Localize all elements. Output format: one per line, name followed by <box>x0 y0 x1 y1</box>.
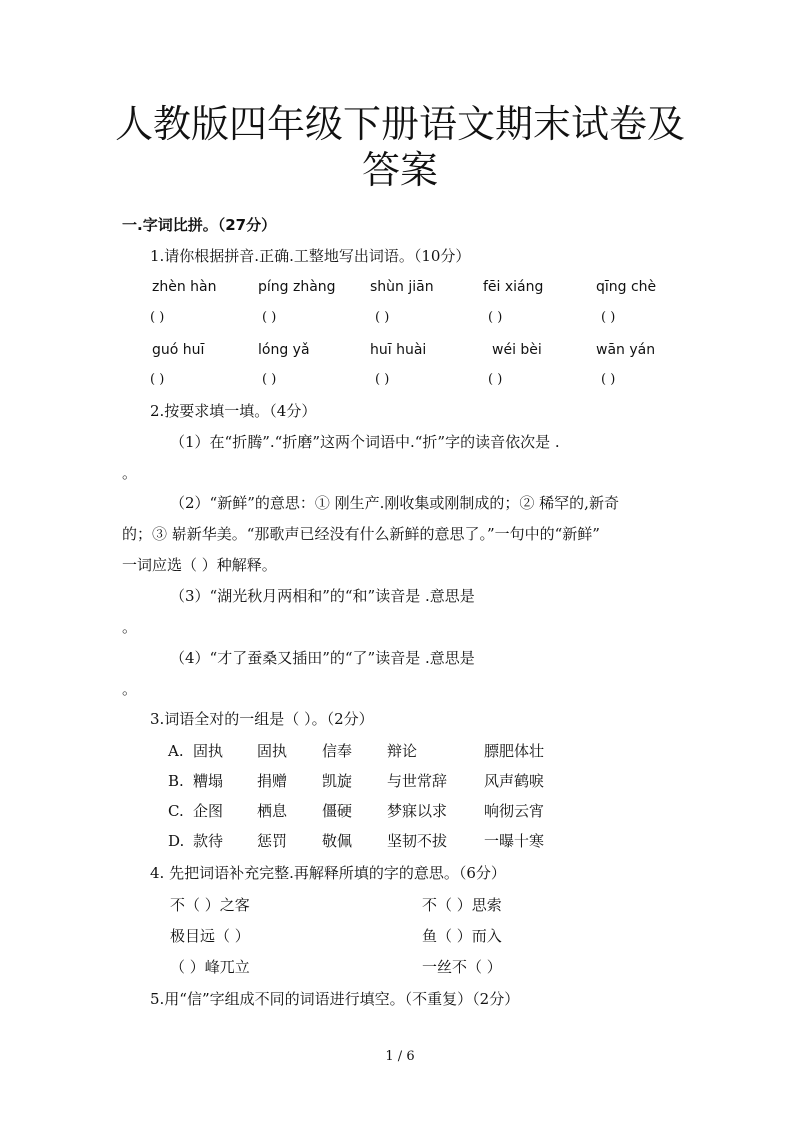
option-word: 僵硬 <box>322 802 353 820</box>
option-word: 栖息 <box>257 802 288 820</box>
question-3-prompt: 3.词语全对的一组是（ ）。（2分） <box>150 710 374 728</box>
page-title-line1: 人教版四年级下册语文期末试卷及 <box>114 102 685 146</box>
option-word: 凯旋 <box>322 772 353 790</box>
page-title-line2: 答案 <box>361 148 438 192</box>
fill-phrase: 一丝不（ ） <box>422 958 502 976</box>
option-word: 敬佩 <box>322 832 353 850</box>
fill-phrase: 鱼（ ）而入 <box>422 927 502 945</box>
option-letter: B. <box>168 772 184 790</box>
option-word: 膘肥体壮 <box>484 742 545 760</box>
option-word: 款待 <box>193 832 224 850</box>
question-4-prompt: 4. 先把词语补充完整.再解释所填的字的意思。（6分） <box>150 864 506 882</box>
pinyin-item: zhèn hàn <box>152 279 217 295</box>
question-2-part-2-line3: 一词应选（ ）种解释。 <box>122 556 277 574</box>
option-word: 辩论 <box>387 742 418 760</box>
option-letter: C. <box>168 802 184 820</box>
option-word: 响彻云宵 <box>484 802 545 820</box>
option-word: 固执 <box>193 742 224 760</box>
answer-blank: ( ) <box>488 310 503 325</box>
answer-blank: ( ) <box>262 310 277 325</box>
option-word: 捐赠 <box>257 772 288 790</box>
option-letter: A. <box>168 742 184 760</box>
answer-blank: ( ) <box>375 372 390 387</box>
question-2-part-2-line2: 的；③ 崭新华美。“那歌声已经没有什么新鲜的意思了。”一句中的“新鲜” <box>122 525 600 543</box>
question-2-part-1-end: 。 <box>122 464 138 482</box>
answer-blank: ( ) <box>150 372 165 387</box>
fill-phrase: 不（ ）之客 <box>170 896 250 914</box>
fill-phrase: 极目远（ ） <box>170 927 250 945</box>
option-word: 一曝十寒 <box>484 832 545 850</box>
question-5-prompt: 5.用“信”字组成不同的词语进行填空。（不重复）（2分） <box>150 990 520 1008</box>
question-1-prompt: 1.请你根据拼音.正确.工整地写出词语。（10分） <box>150 247 471 265</box>
fill-phrase: 不（ ）思索 <box>422 896 502 914</box>
question-2-part-4: （4）“才了蚕桑又插田”的“了”读音是 .意思是 <box>170 649 475 667</box>
pinyin-item: fēi xiáng <box>483 279 544 295</box>
option-word: 与世常辞 <box>387 772 448 790</box>
question-2-part-3-end: 。 <box>122 618 138 636</box>
option-word: 信奉 <box>322 742 353 760</box>
pinyin-item: shùn jiān <box>370 279 434 295</box>
fill-phrase: （ ）峰兀立 <box>170 958 250 976</box>
option-word: 糟塌 <box>193 772 224 790</box>
option-word: 风声鹤唳 <box>484 772 545 790</box>
answer-blank: ( ) <box>262 372 277 387</box>
question-2-part-1: （1）在“折腾”.“折磨”这两个词语中.“折”字的读音依次是 . <box>170 433 560 451</box>
option-word: 惩罚 <box>257 832 288 850</box>
question-2-prompt: 2.按要求填一填。（4分） <box>150 402 317 420</box>
pinyin-item: guó huī <box>152 342 205 358</box>
answer-blank: ( ) <box>488 372 503 387</box>
option-word: 梦寐以求 <box>387 802 448 820</box>
option-word: 坚韧不拔 <box>387 832 448 850</box>
option-letter: D. <box>168 832 185 850</box>
answer-blank: ( ) <box>375 310 390 325</box>
pinyin-item: qīng chè <box>596 279 657 295</box>
answer-blank: ( ) <box>150 310 165 325</box>
option-word: 企图 <box>193 802 224 820</box>
pinyin-item: wān yán <box>596 342 656 358</box>
answer-blank: ( ) <box>601 372 616 387</box>
page-number: 1 / 6 <box>385 1049 415 1064</box>
question-2-part-3: （3）“湖光秋月两相和”的“和”读音是 .意思是 <box>170 587 475 605</box>
pinyin-item: píng zhàng <box>258 279 336 295</box>
option-word: 固执 <box>257 742 288 760</box>
pinyin-item: wéi bèi <box>492 342 542 358</box>
answer-blank: ( ) <box>601 310 616 325</box>
pinyin-item: lóng yǎ <box>258 342 310 358</box>
question-2-part-2-line1: （2）“新鲜”的意思：① 刚生产.刚收集或刚制成的；② 稀罕的,新奇 <box>170 494 619 512</box>
question-2-part-4-end: 。 <box>122 680 138 698</box>
section-heading: 一.字词比拼。（27分） <box>122 216 277 234</box>
pinyin-item: huī huài <box>370 342 427 358</box>
